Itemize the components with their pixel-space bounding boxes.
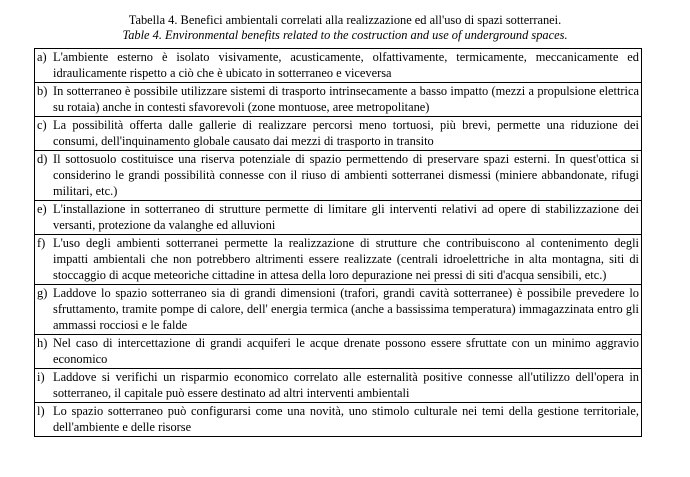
table-row-b xyxy=(35,82,641,116)
row-marker: f) xyxy=(37,236,46,250)
table-row-l xyxy=(35,402,641,436)
caption-english: Table 4. Environmental benefits related to the costruction and use of underground spaces. xyxy=(122,28,568,42)
row-marker: l) xyxy=(37,404,45,418)
table-caption xyxy=(0,13,690,43)
row-text: Il sottosuolo costituisce una riserva potenziale di spazio permettendo di preservare spazi esterni. In quest'ottica si considerino le grandi possibilità connesse con il riuso di ambienti sotterranei dismessi (miniere abbandonate, rifugi militari, etc.) xyxy=(53,152,639,198)
benefits-table xyxy=(34,48,642,437)
row-text: Laddove lo spazio sotterraneo sia di grandi dimensioni (trafori, grandi cavità sotterranee) è possibile prevedere lo sfruttamento, tramite pompe di calore, dell' energia termica (anche a bassissima temperatura) immagazzinata entro gli ammassi rocciosi e le falde xyxy=(53,286,639,332)
row-marker: a) xyxy=(37,50,47,64)
caption-italian: Tabella 4. Benefici ambientali correlati alla realizzazione ed all'uso di spazi sotterranei. xyxy=(128,13,562,27)
table-row-a xyxy=(35,49,641,82)
row-text: Lo spazio sotterraneo può configurarsi come una novità, uno stimolo culturale nei temi della gestione territoriale, dell'ambiente e delle risorse xyxy=(53,404,639,434)
row-text: Laddove si verifichi un risparmio economico correlato alle esternalità positive connesse all'utilizzo dell'opera in sotterraneo, il capitale può essere destinato ad altri interventi ambientali xyxy=(53,370,639,400)
table-row-e xyxy=(35,200,641,234)
table-row-f xyxy=(35,234,641,284)
row-marker: b) xyxy=(37,84,48,98)
table-row-c xyxy=(35,116,641,150)
row-marker: i) xyxy=(37,370,45,384)
row-text: Nel caso di intercettazione di grandi acquiferi le acque drenate possono essere sfruttate con un minimo aggravio economico xyxy=(53,336,639,366)
table-row-g xyxy=(35,284,641,334)
row-text: La possibilità offerta dalle gallerie di realizzare percorsi meno tortuosi, più brevi, permette una riduzione dei consumi, dell'inquinamento globale causato dai mezzi di trasporto in transito xyxy=(53,118,639,148)
row-text: L'uso degli ambienti sotterranei permette la realizzazione di strutture che contribuiscono al contenimento degli impatti ambientali che non potrebbero altrimenti essere realizzate (centrali idroelettriche in alta montagna, siti di stoccaggio di acque meteoriche cittadine in attesa della loro depurazione nei pressi di siti d'acqua sensibili, etc.) xyxy=(53,236,639,282)
row-text: In sotterraneo è possibile utilizzare sistemi di trasporto intrinsecamente a basso impatto (mezzi a propulsione elettrica su rotaia) anche in contesti sfavorevoli (zone montuose, aree metropolitane) xyxy=(53,84,639,114)
table-row-d xyxy=(35,150,641,200)
row-marker: h) xyxy=(37,336,48,350)
row-text: L'ambiente esterno è isolato visivamente, acusticamente, olfattivamente, termicamente, meccanicamente ed idraulicamente rispetto a ciò che è ubicato in sotterraneo e viceversa xyxy=(53,50,639,80)
row-marker: c) xyxy=(37,118,47,132)
row-marker: d) xyxy=(37,152,48,166)
table-row-h xyxy=(35,334,641,368)
row-marker: e) xyxy=(37,202,47,216)
table-row-i xyxy=(35,368,641,402)
row-text: L'installazione in sotterraneo di strutture permette di limitare gli interventi relativi ad opere di stabilizzazione dei versanti, protezione da valanghe ed alluvioni xyxy=(53,202,639,232)
row-marker: g) xyxy=(37,286,48,300)
